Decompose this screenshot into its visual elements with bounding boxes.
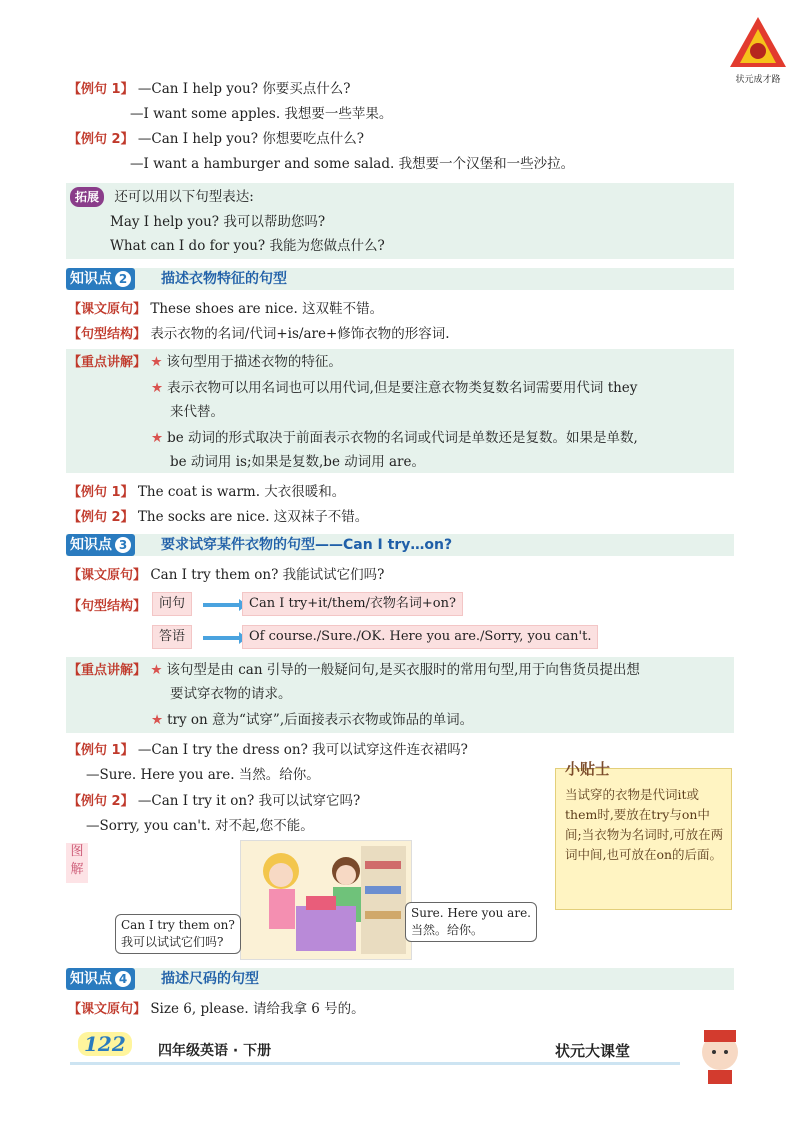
text: 该句型用于描述衣物的特征。 [166, 354, 342, 370]
arrow-right-icon [203, 603, 241, 607]
text: These shoes are nice. 这双鞋不错。 [150, 301, 384, 317]
kp-badge-label: 知识点 [70, 971, 112, 987]
question-pattern-box: Can I try+it/them/衣物名词+on? [242, 592, 463, 616]
kp-title: 描述尺码的句型 [161, 971, 259, 987]
text: —Can I try the dress on? 我可以试穿这件连衣裙吗? [137, 742, 468, 758]
speech-bubble-right [405, 902, 537, 942]
star-icon: ★ [151, 430, 164, 446]
text: 表示衣物可以用名词也可以用代词,但是要注意衣物类复数名词需要用代词 they [167, 380, 638, 396]
tag: 【课文原句】 [68, 302, 147, 317]
kp2-original [68, 299, 383, 320]
tag: 【例句 1】 [68, 743, 134, 758]
kp-title: 要求试穿某件衣物的句型——Can I try…on? [161, 537, 453, 553]
kp2-key-1 [68, 352, 342, 373]
series-title: 状元大课堂 [555, 1042, 631, 1060]
kp2-key-3 [151, 428, 638, 448]
mascot-icon [690, 1022, 750, 1091]
kp2-key-3b: be 动词用 is;如果是复数,be 动词用 are。 [170, 454, 426, 470]
knowledge-point-3-header [66, 534, 734, 556]
expand-badge: 拓展 [70, 187, 104, 207]
kp-number: 2 [115, 271, 131, 287]
page-number: 122 [78, 1032, 132, 1056]
example-text: —Can I help you? 你想要吃点什么? [137, 131, 365, 147]
bubble-text: Sure. Here you are. [411, 906, 531, 920]
shop-scene-image [241, 841, 411, 959]
arrow-right-icon [203, 636, 241, 640]
knowledge-point-4-header [66, 968, 734, 990]
text: be 动词的形式取决于前面表示衣物的名词或代词是单数还是复数。如果是单数, [167, 430, 638, 446]
example-1-question [68, 79, 351, 100]
kp3-example-1 [68, 740, 468, 761]
speech-bubble-left [115, 914, 241, 954]
expand-line-1: May I help you? 我可以帮助您吗? [110, 214, 326, 230]
tip-title: 小贴士 [565, 760, 611, 778]
book-title: 四年级英语 · 下册 [158, 1043, 272, 1059]
kp-badge [66, 534, 135, 556]
mascot-image [690, 1022, 750, 1087]
bubble-text: 当然。给你。 [411, 923, 484, 937]
logo [728, 15, 788, 85]
kp-badge-label: 知识点 [70, 271, 112, 287]
kp3-key-2 [151, 710, 473, 730]
tag: 【例句 2】 [68, 510, 134, 525]
knowledge-point-2-header [66, 268, 734, 290]
logo-triangle-icon [728, 15, 788, 70]
tag: 【例句 2】 [68, 794, 134, 809]
tag: 【课文原句】 [68, 568, 147, 583]
example-2-question [68, 129, 364, 150]
kp-badge [66, 268, 135, 290]
kp2-example-1 [68, 482, 345, 503]
shop-illustration [240, 840, 412, 960]
star-icon: ★ [150, 354, 163, 370]
question-label-box: 问句 [152, 592, 192, 616]
text: 该句型是由 can 引导的一般疑问句,是买衣服时的常用句型,用于向售货员提出想 [166, 662, 640, 678]
star-icon: ★ [150, 662, 163, 678]
text: Can I try them on? 我能试试它们吗? [150, 567, 385, 583]
text: —Can I try it on? 我可以试穿它吗? [137, 793, 361, 809]
kp3-original [68, 565, 384, 586]
bubble-text: 我可以试试它们吗? [121, 935, 224, 949]
kp3-key-1b: 要试穿衣物的请求。 [170, 686, 292, 702]
text: The coat is warm. 大衣很暖和。 [137, 484, 346, 500]
kp-title: 描述衣物特征的句型 [161, 271, 287, 287]
expand-intro-text: 还可以用以下句型表达: [114, 189, 254, 205]
example-2-answer: —I want a hamburger and some salad. 我想要一个汉堡和一些沙拉。 [130, 156, 575, 172]
example-tag: 【例句 1】 [68, 82, 134, 97]
expand-intro [70, 187, 254, 207]
example-text: —Can I help you? 你要买点什么? [137, 81, 351, 97]
kp2-structure [68, 324, 450, 345]
answer-pattern-box: Of course./Sure./OK. Here you are./Sorry, you can't. [242, 625, 598, 649]
star-icon: ★ [151, 380, 164, 396]
tag: 【重点讲解】 [68, 355, 147, 370]
text: Size 6, please. 请给我拿 6 号的。 [150, 1001, 365, 1017]
illustration-label: 图解 [66, 843, 88, 883]
kp-number: 4 [115, 971, 131, 987]
example-tag: 【例句 2】 [68, 132, 134, 147]
text: The socks are nice. 这双袜子不错。 [137, 509, 369, 525]
kp3-example-1-answer: —Sure. Here you are. 当然。给你。 [86, 767, 320, 783]
example-1-answer: —I want some apples. 我想要一些苹果。 [130, 106, 393, 122]
kp3-structure-tag [68, 596, 146, 617]
kp2-key-2b: 来代替。 [170, 404, 224, 420]
bubble-text: Can I try them on? [121, 918, 235, 932]
tag: 【重点讲解】 [68, 663, 147, 678]
logo-text: 状元成才路 [735, 75, 781, 85]
kp2-example-2 [68, 507, 368, 528]
kp-badge [66, 968, 135, 990]
kp-badge-label: 知识点 [70, 537, 112, 553]
kp3-example-2-answer: —Sorry, you can't. 对不起,您不能。 [86, 818, 314, 834]
tip-text: 当试穿的衣物是代词it或them时,要放在try与on中间;当衣物为名词时,可放在两词中间,也可放在on的后面。 [565, 787, 724, 862]
kp4-original [68, 999, 365, 1020]
tag: 【句型结构】 [68, 599, 147, 614]
expand-line-2: What can I do for you? 我能为您做点什么? [110, 238, 385, 254]
tag: 【句型结构】 [68, 327, 147, 342]
footer-bar [70, 1062, 680, 1065]
kp2-key-2 [151, 378, 637, 398]
kp-number: 3 [115, 537, 131, 553]
kp3-example-2 [68, 791, 360, 812]
answer-label-box: 答语 [152, 625, 192, 649]
tag: 【课文原句】 [68, 1002, 147, 1017]
tag: 【例句 1】 [68, 485, 134, 500]
kp3-key-1 [68, 660, 640, 681]
star-icon: ★ [151, 712, 164, 728]
text: try on 意为“试穿”,后面接表示衣物或饰品的单词。 [167, 712, 474, 728]
text: 表示衣物的名词/代词+is/are+修饰衣物的形容词. [150, 326, 450, 342]
